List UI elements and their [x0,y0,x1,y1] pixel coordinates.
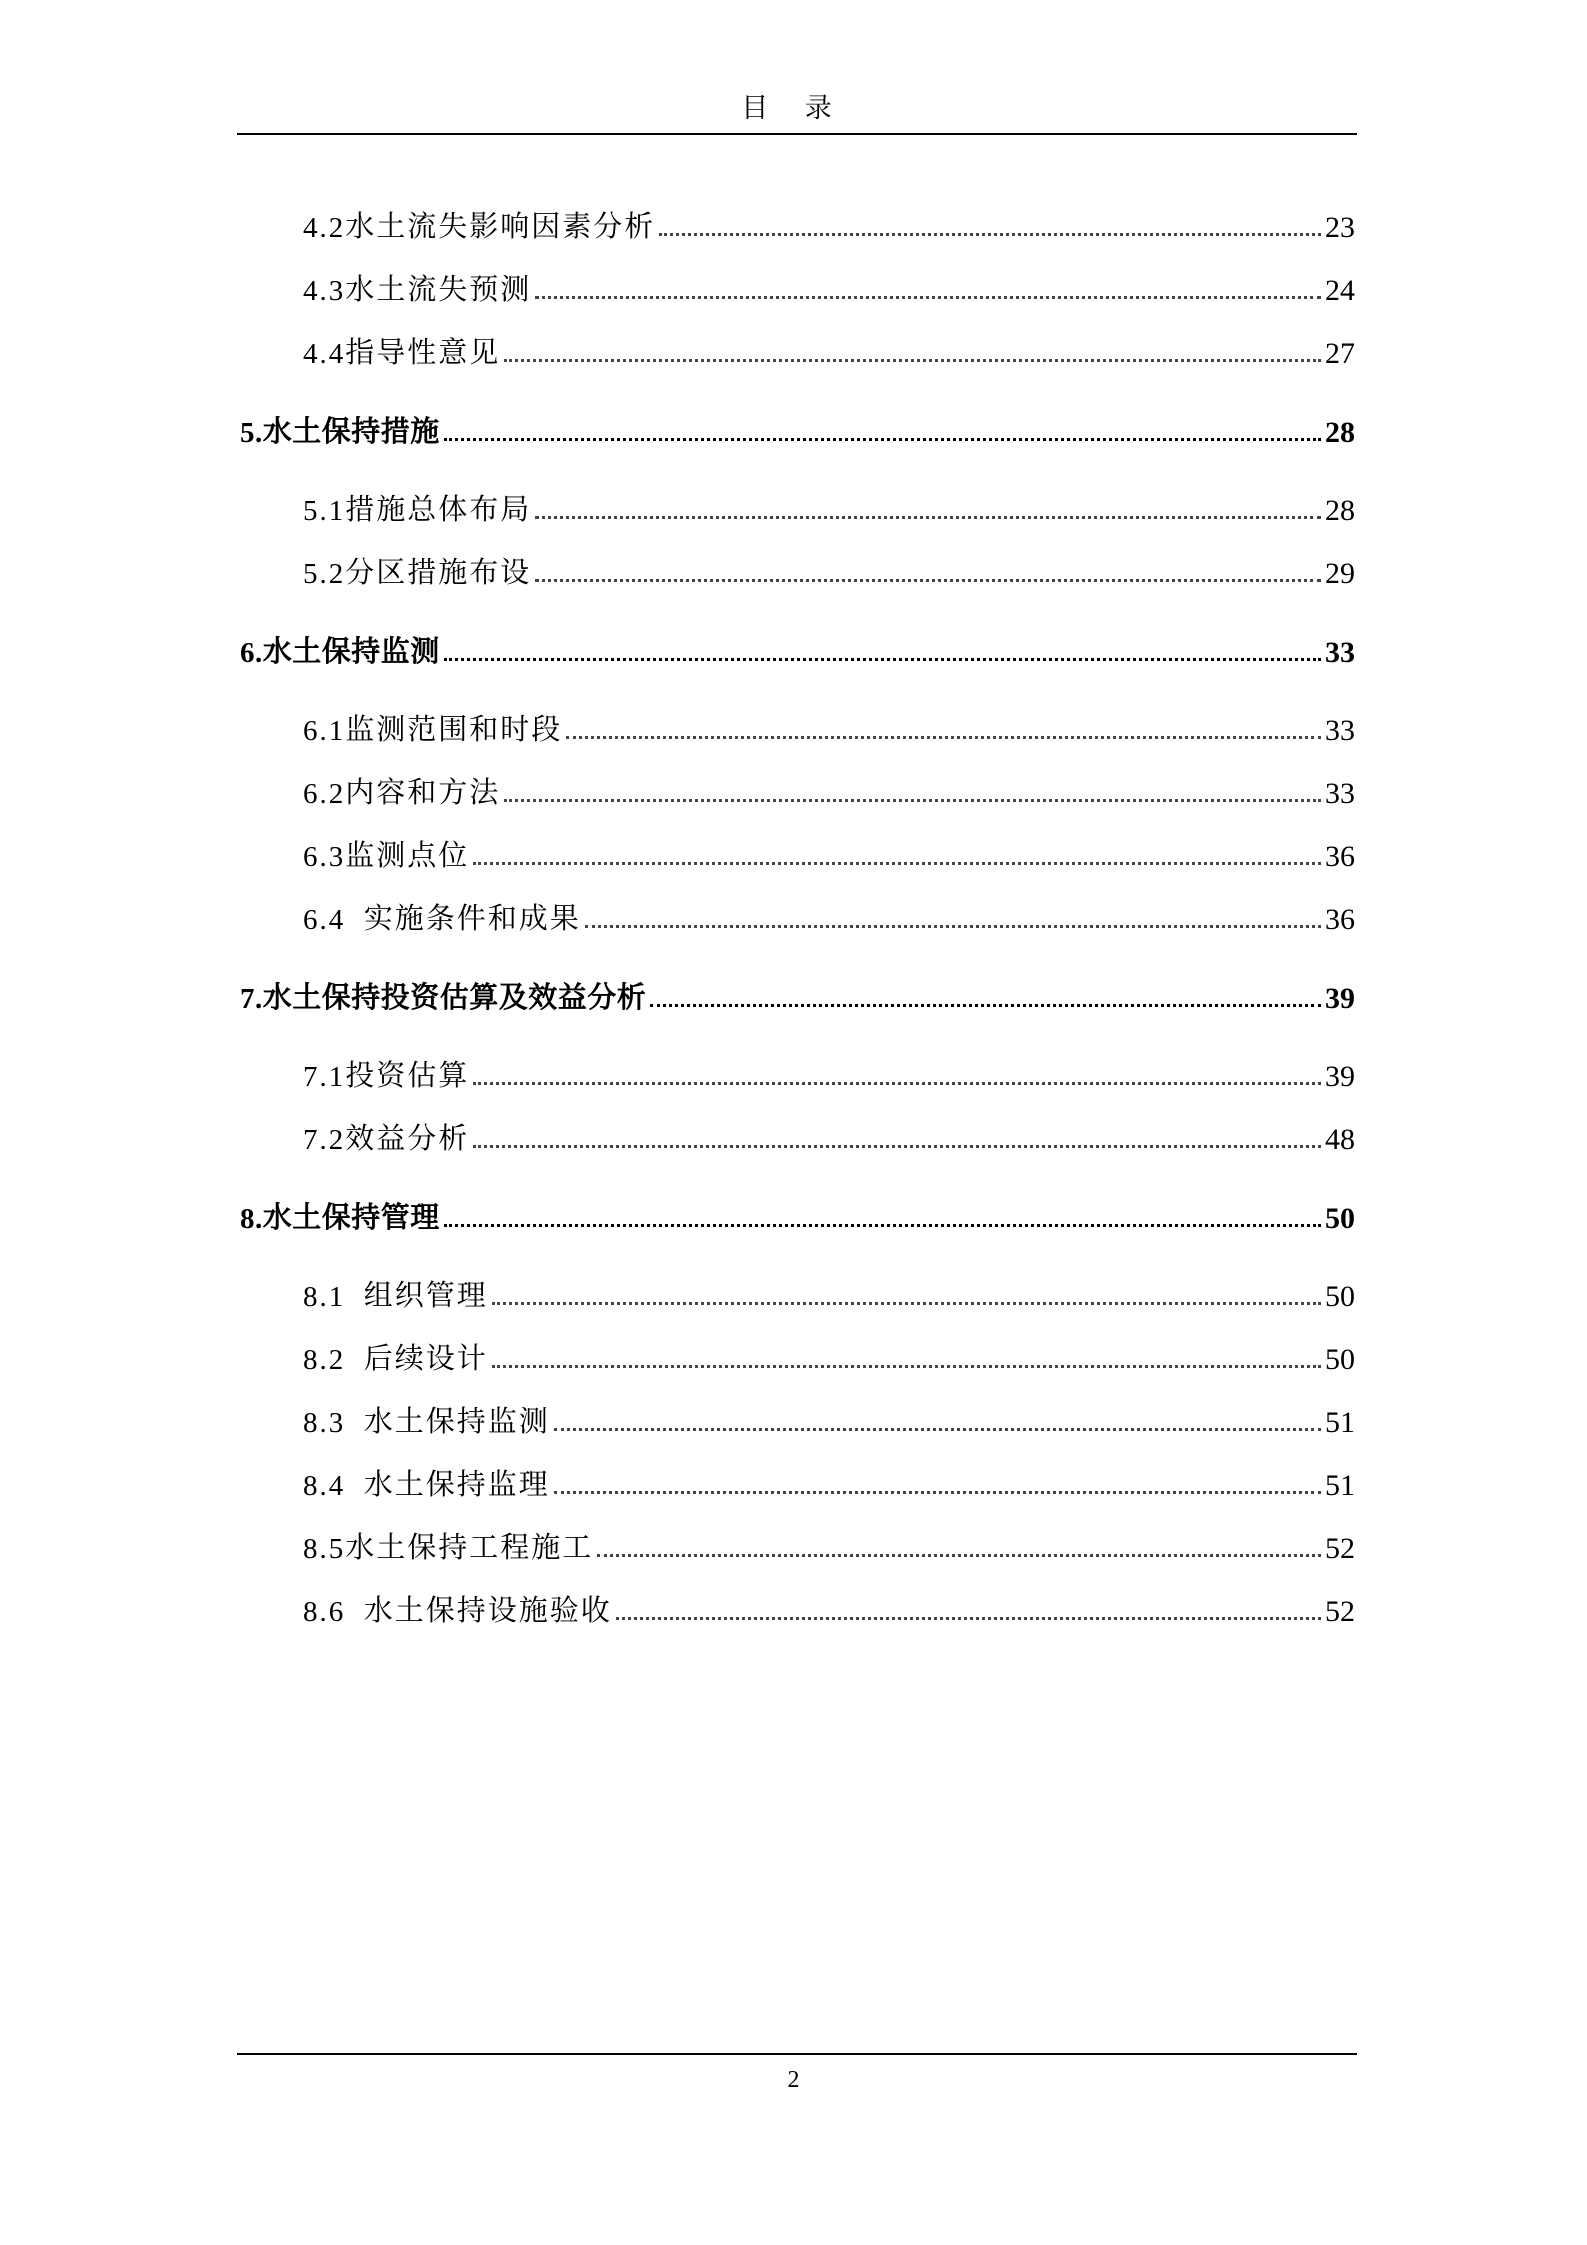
dot-leader [492,1301,1321,1305]
toc-chapter-number: 7. [240,983,263,1015]
dot-leader [504,358,1321,362]
toc-chapter-8[interactable] [240,1196,1355,1236]
page-header-title: 目 录 [741,93,846,124]
toc-entry-number: 6.3 [303,841,346,873]
toc-entry-title: 水土保持监测 [363,1404,550,1438]
dot-leader [554,1427,1321,1431]
dot-leader [444,1223,1321,1227]
dot-leader [535,578,1321,582]
toc-entry-page: 23 [1325,211,1355,244]
toc-entry-page: 24 [1325,274,1355,307]
toc-chapter-6[interactable] [240,630,1355,670]
toc-entry-page: 29 [1325,557,1355,590]
toc-chapter-page: 33 [1325,636,1355,669]
dot-leader [585,924,1321,928]
toc-entry-number: 5.2 [303,558,346,590]
toc-entry-8-2[interactable] [303,1337,1355,1377]
toc-entry-7-1[interactable] [303,1054,1355,1094]
toc-entry-page: 39 [1325,1060,1355,1093]
toc-entry-8-1[interactable] [303,1274,1355,1314]
toc-chapter-page: 28 [1325,416,1355,449]
toc-entry-title: 投资估算 [345,1058,470,1092]
toc-entry-8-4[interactable] [303,1463,1355,1503]
toc-chapter-number: 8. [240,1203,263,1235]
toc-entry-number: 7.1 [303,1061,346,1093]
dot-leader [554,1490,1321,1494]
toc-entry-5-1[interactable] [303,488,1355,528]
toc-entry-number: 4.2 [303,212,346,244]
toc-entry-number: 8.4 [303,1470,364,1502]
toc-chapter-page: 39 [1325,982,1355,1015]
toc-entry-number: 8.2 [303,1344,364,1376]
toc-entry-number: 6.4 [303,904,364,936]
toc-entry-number: 5.1 [303,495,346,527]
toc-entry-8-5[interactable] [303,1526,1355,1566]
toc-chapter-7[interactable] [240,976,1355,1016]
toc-entry-page: 27 [1325,337,1355,370]
toc-entry-title: 效益分析 [345,1121,470,1155]
toc-entry-page: 50 [1325,1343,1355,1376]
toc-entry-page: 36 [1325,903,1355,936]
dot-leader [616,1616,1321,1620]
dot-leader [650,1003,1321,1007]
header-rule [237,133,1357,135]
toc-entry-title: 水土保持设施验收 [363,1593,612,1627]
dot-leader [535,515,1321,519]
toc-entry-number: 6.1 [303,715,346,747]
dot-leader [473,861,1321,865]
toc-chapter-title: 水土保持管理 [262,1200,440,1234]
toc-entry-number: 7.2 [303,1124,346,1156]
toc-entry-title: 后续设计 [363,1341,488,1375]
dot-leader [659,232,1321,236]
toc-chapter-title: 水土保持措施 [262,414,440,448]
footer-rule [237,2053,1357,2055]
toc-entry-8-6[interactable] [303,1589,1355,1629]
dot-leader [473,1081,1321,1085]
toc-chapter-5[interactable] [240,410,1355,450]
toc-chapter-page: 50 [1325,1202,1355,1235]
toc-entry-6-2[interactable] [303,771,1355,811]
toc-entry-title: 监测范围和时段 [345,712,563,746]
toc-entry-number: 4.3 [303,275,346,307]
toc-chapter-title: 水土保持投资估算及效益分析 [262,980,647,1014]
dot-leader [504,798,1321,802]
toc-entry-title: 水土保持工程施工 [345,1530,594,1564]
toc-entry-number: 6.2 [303,778,346,810]
toc-entry-title: 内容和方法 [345,775,501,809]
toc-entry-title: 水土流失预测 [345,272,532,306]
toc-entry-6-4[interactable] [303,897,1355,937]
toc-entry-page: 28 [1325,494,1355,527]
toc-entry-number: 8.3 [303,1407,364,1439]
toc-entry-page: 36 [1325,840,1355,873]
page-number: 2 [787,2067,800,2093]
toc-entry-title: 监测点位 [345,838,470,872]
toc-entry-6-3[interactable] [303,834,1355,874]
toc-chapter-number: 5. [240,417,263,449]
toc-entry-5-2[interactable] [303,551,1355,591]
toc-entry-page: 52 [1325,1595,1355,1628]
toc-entry-7-2[interactable] [303,1117,1355,1157]
toc-entry-8-3[interactable] [303,1400,1355,1440]
dot-leader [597,1553,1321,1557]
toc-entry-4-4[interactable] [303,331,1355,371]
dot-leader [535,295,1321,299]
toc-entry-number: 8.1 [303,1281,364,1313]
toc-chapter-number: 6. [240,637,263,669]
toc-entry-number: 8.5 [303,1533,346,1565]
toc-entry-title: 水土流失影响因素分析 [345,209,656,243]
dot-leader [492,1364,1321,1368]
toc-entry-title: 指导性意见 [345,335,501,369]
toc-entry-title: 分区措施布设 [345,555,532,589]
toc-entry-page: 50 [1325,1280,1355,1313]
dot-leader [566,735,1321,739]
toc-entry-page: 33 [1325,777,1355,810]
dot-leader [444,657,1321,661]
toc-entry-page: 52 [1325,1532,1355,1565]
toc-entry-title: 措施总体布局 [345,492,532,526]
toc-entry-page: 33 [1325,714,1355,747]
toc-entry-number: 4.4 [303,338,346,370]
toc-entry-4-3[interactable] [303,268,1355,308]
toc-entry-title: 组织管理 [363,1278,488,1312]
toc-entry-page: 48 [1325,1123,1355,1156]
toc-entry-number: 8.6 [303,1596,364,1628]
toc-entry-6-1[interactable] [303,708,1355,748]
toc-chapter-title: 水土保持监测 [262,634,440,668]
toc-entry-title: 水土保持监理 [363,1467,550,1501]
toc-entry-4-2[interactable] [303,205,1355,245]
toc-entry-title: 实施条件和成果 [363,901,581,935]
toc-entry-page: 51 [1325,1406,1355,1439]
dot-leader [473,1144,1321,1148]
dot-leader [444,437,1321,441]
toc-entry-page: 51 [1325,1469,1355,1502]
